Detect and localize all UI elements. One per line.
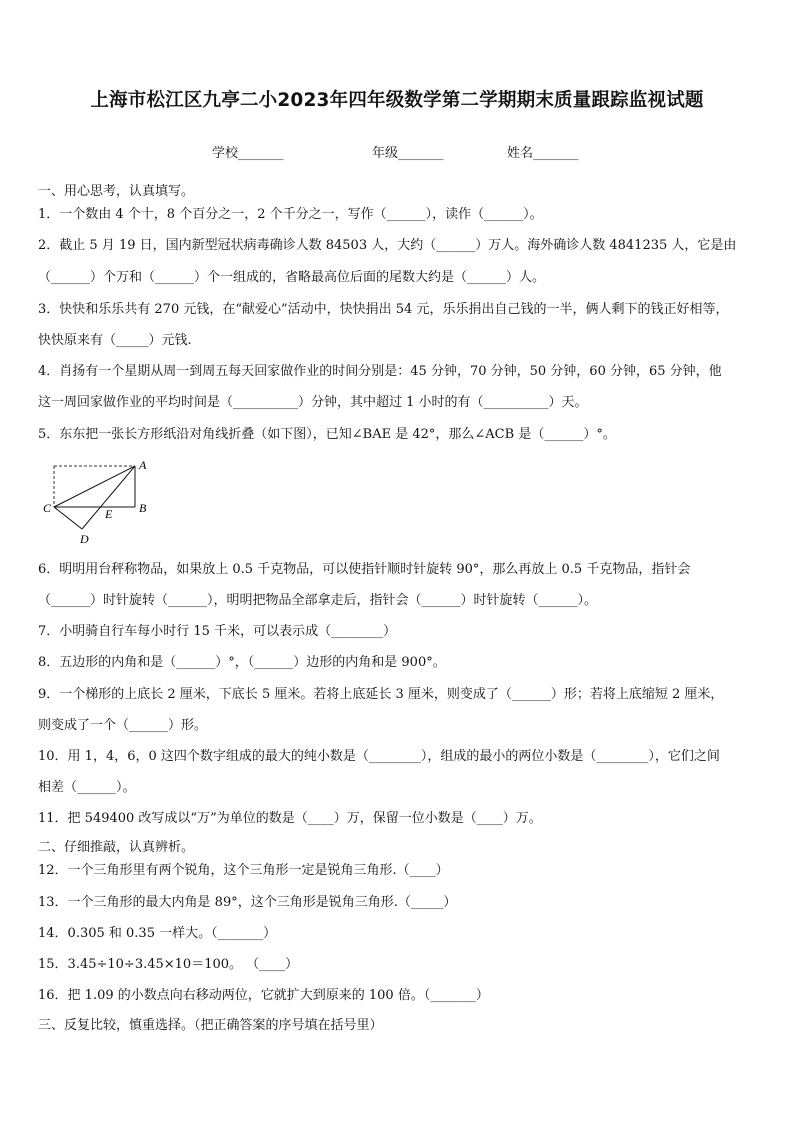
question-10-line-1: 10．用 1，4，6，0 这四个数字组成的最大的纯小数是（________），组成的最小的两位小数是（________），它们之间 <box>38 749 720 764</box>
question-15: 15．3.45÷10÷3.45×10＝100。 （____） <box>38 957 299 972</box>
name-field[interactable]: 姓名_______ <box>507 146 579 161</box>
question-16: 16．把 1.09 的小数点向右移动两位，它就扩大到原来的 100 倍。（_______） <box>38 988 489 1003</box>
label-a: A <box>139 458 147 472</box>
question-9-line-1: 9．一个梯形的上底长 2 厘米，下底长 5 厘米。若将上底延长 3 厘米，则变成了（______）形；若将上底缩短 2 厘米， <box>38 687 724 702</box>
question-6-line-1: 6．明明用台秤称物品，如果放上 0.5 千克物品，可以使指针顺时针旋转 90°，那么再放上 0.5 千克物品，指针会 <box>38 562 691 577</box>
question-10-line-2: 相差（______）。 <box>38 780 136 795</box>
question-4-line-2: 这一周回家做作业的平均时间是（__________）分钟，其中超过 1 小时的有（__________）天。 <box>38 395 588 410</box>
question-3-line-2: 快快原来有（_____）元钱. <box>38 333 192 348</box>
section-1-heading: 一、用心思考，认真填写。 <box>38 184 195 199</box>
question-3-line-1: 3．快快和乐乐共有 270 元钱，在“献爱心”活动中，快快捐出 54 元，乐乐捐出自己钱的一半，俩人剩下的钱正好相等， <box>38 302 729 317</box>
question-13: 13．一个三角形的最大内角是 89°，这个三角形是锐角三角形.（_____） <box>38 895 457 910</box>
question-14: 14．0.305 和 0.35 一样大。（_______） <box>38 926 277 941</box>
edge-cd <box>54 507 82 529</box>
question-2-line-1: 2．截止 5 月 19 日，国内新型冠状病毒确诊人数 84503 人，大约（______）万人。海外确诊人数 4841235 人，它是由 <box>38 238 737 253</box>
question-1: 1．一个数由 4 个十，8 个百分之一，2 个千分之一，写作（______），读作（______）。 <box>38 207 543 222</box>
grade-field[interactable]: 年级_______ <box>372 146 444 161</box>
label-d: D <box>80 532 89 546</box>
exam-title: 上海市松江区九亭二小2023年四年级数学第二学期期末质量跟踪监视试题 <box>90 90 704 111</box>
section-3-heading: 三、反复比较，慎重选择。（把正确答案的序号填在括号里） <box>38 1018 383 1033</box>
question-12: 12．一个三角形里有两个锐角，这个三角形一定是锐角三角形.（____） <box>38 863 449 878</box>
question-6-line-2: （______）时针旋转（______），明明把物品全部拿走后，指针会（______）时针旋转（______）。 <box>38 593 598 608</box>
question-11: 11．把 549400 改写成以“万”为单位的数是（____）万，保留一位小数是（____）万。 <box>38 811 542 826</box>
question-2-line-2: （______）个万和（______）个一组成的，省略最高位后面的尾数大约是（______）人。 <box>38 270 546 285</box>
school-field[interactable]: 学校_______ <box>212 146 284 161</box>
label-b: B <box>139 501 147 515</box>
question-8: 8．五边形的内角和是（______）°，（______）边形的内角和是 900°。 <box>38 655 446 670</box>
question-9-line-2: 则变成了一个（______）形。 <box>38 718 208 733</box>
diagonal-ca <box>54 466 135 507</box>
question-4-line-1: 4．肖扬有一个星期从周一到周五每天回家做作业的时间分别是：45 分钟，70 分钟，50 分钟，60 分钟，65 分钟，他 <box>38 364 722 379</box>
question-7: 7．小明骑自行车每小时行 15 千米，可以表示成（________） <box>38 624 397 639</box>
fold-diagram <box>40 455 160 547</box>
label-e: E <box>105 507 113 521</box>
section-2-heading: 二、仔细推敲，认真辨析。 <box>38 840 195 855</box>
question-5: 5．东东把一张长方形纸沿对角线折叠（如下图），已知∠BAE 是 42°，那么∠ACB 是（______）°。 <box>38 427 616 442</box>
label-c: C <box>43 501 52 515</box>
